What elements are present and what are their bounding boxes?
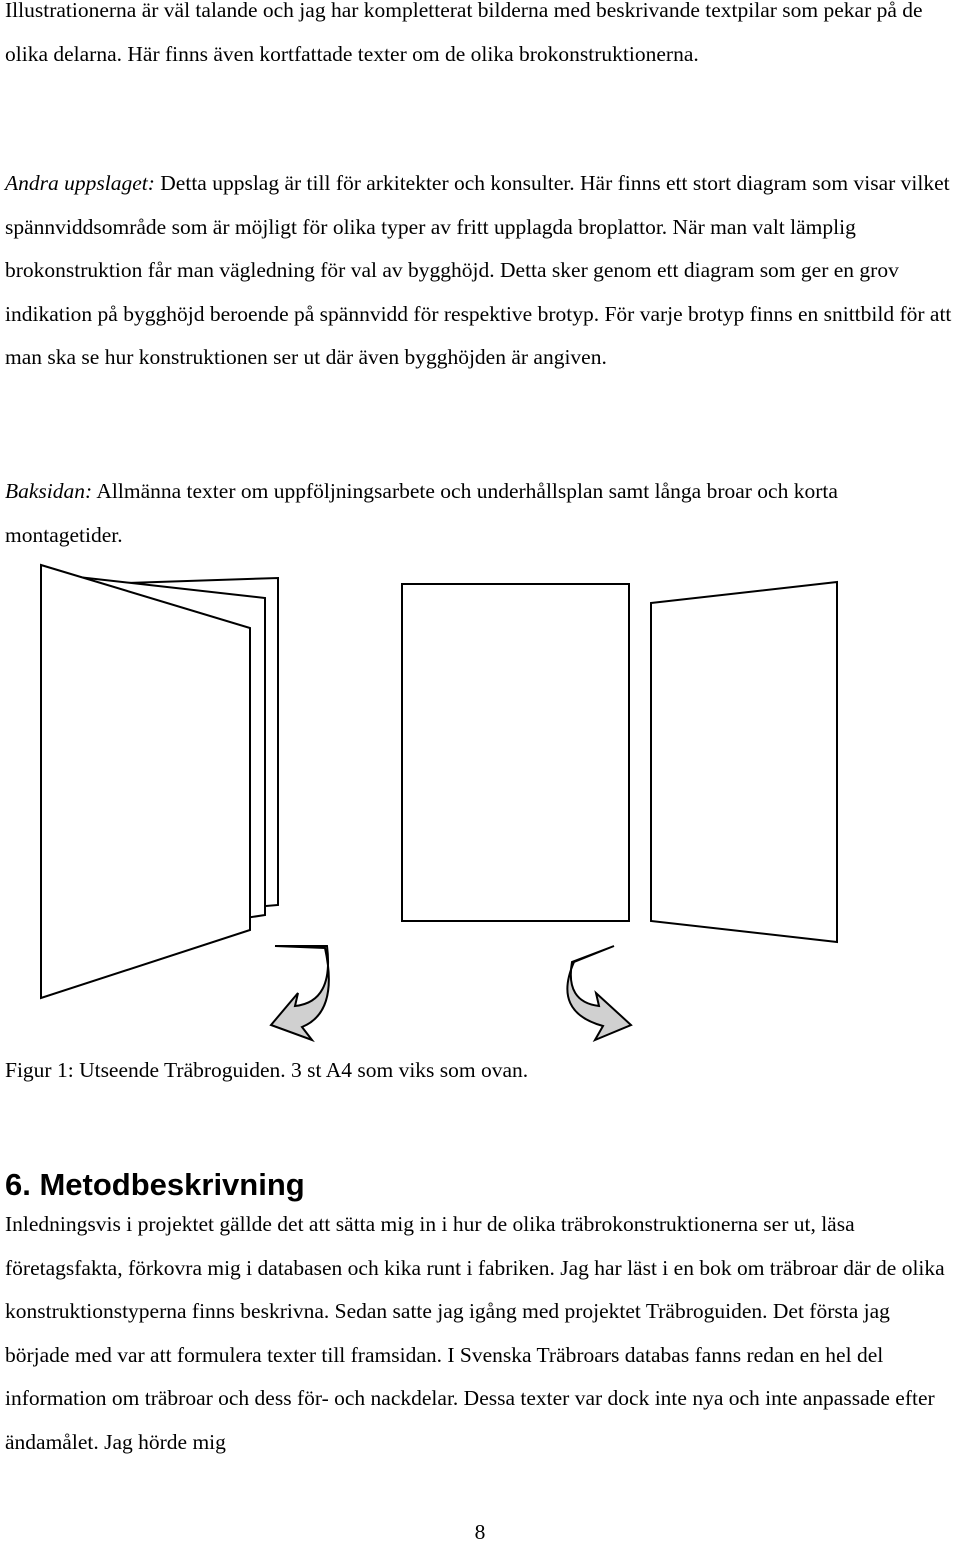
back-paragraph bbox=[5, 470, 956, 557]
back-text: Allmänna texter om uppföljningsarbete och underhållsplan samt långa broar och korta montagetider. bbox=[5, 479, 838, 547]
method-paragraph bbox=[5, 1203, 956, 1465]
right-fold-arrow bbox=[567, 946, 631, 1040]
brochure-fold-figure bbox=[0, 556, 960, 1046]
curved-fold-arrow-icon bbox=[271, 946, 631, 1040]
back-lead: Baksidan: bbox=[5, 479, 93, 503]
left-fold-arrow bbox=[271, 946, 329, 1040]
brochure-front-panel bbox=[41, 565, 250, 998]
spread-lead: Andra uppslaget: bbox=[5, 171, 155, 195]
spread-paragraph bbox=[5, 162, 956, 380]
figure-caption: Figur 1: Utseende Träbroguiden. 3 st A4 som viks som ovan. bbox=[5, 1058, 529, 1082]
open-brochure-illustration bbox=[402, 582, 837, 942]
intro-paragraph bbox=[5, 0, 956, 76]
page-number: 8 bbox=[474, 1520, 486, 1544]
section-heading: 6. Metodbeskrivning bbox=[5, 1167, 305, 1202]
intro-text: Illustrationerna är väl talande och jag har kompletterat bilderna med beskrivande textpilar som pekar på de olika delarna. Här finns även kortfattade texter om de olika brokonstruktionerna. bbox=[5, 0, 923, 66]
method-text: Inledningsvis i projektet gällde det att sätta mig in i hur de olika träbrokonstruktionerna ser ut, läsa företagsfakta, förkovra mig i databasen och kika runt i fabriken. Jag har läst i en bok om träbroar där de olika konstruktionstyperna finns beskrivna. Sedan satte jag igång med projektet Träbroguiden. Det första jag började med var att formulera texter till framsidan. I Svenska Träbroars databas fanns redan en hel del information om träbroar och dess för- och nackdelar. Dessa texter var dock inte nya och inte anpassade efter ändamålet. Jag hörde mig bbox=[5, 1212, 945, 1454]
brochure-right-flap bbox=[651, 582, 837, 942]
folded-brochure-illustration bbox=[41, 565, 278, 998]
spread-text: Detta uppslag är till för arkitekter och konsulter. Här finns ett stort diagram som visar vilket spännviddsområde som är möjligt för olika typer av fritt upplagda broplattor. När man valt lämplig brokonstruktion får man vägledning för val av bygghöjd. Detta sker genom ett diagram som ger en grov indikation på bygghöjd beroende på spännvidd för respektive brotyp. För varje brotyp finns en snittbild för att man ska se hur konstruktionen ser ut där även bygghöjden är angiven. bbox=[5, 171, 952, 370]
brochure-left-page bbox=[402, 584, 629, 921]
